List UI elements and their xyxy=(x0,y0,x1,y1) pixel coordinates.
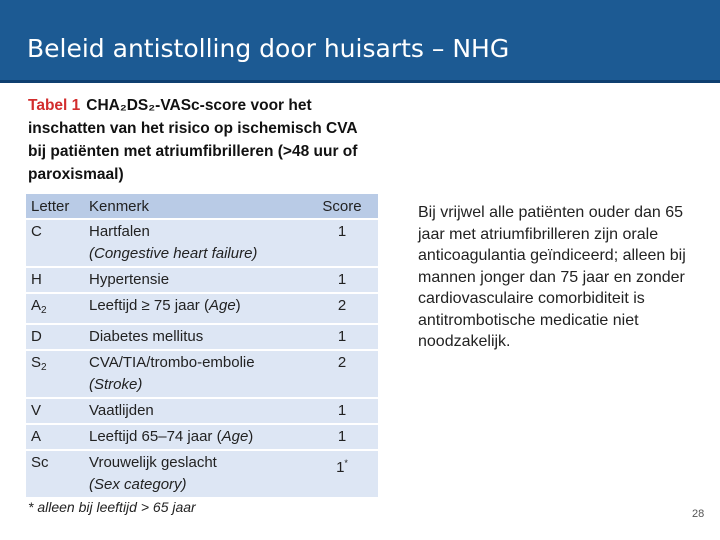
row-score: 1 xyxy=(306,219,378,267)
slide-title: Beleid antistolling door huisarts – NHG xyxy=(27,34,510,63)
row-kenmerk: Leeftijd ≥ 75 jaar (Age) xyxy=(84,293,306,324)
explanation-text: Bij vrijwel alle patiënten ouder dan 65 jaar met atriumfibrilleren zijn orale anticoagulantia geïndiceerd; alleen bij mannen jonger dan 75 jaar en zonder cardiovasculaire comorbiditeit is antitrombotische medicatie niet noodzakelijk. xyxy=(418,204,686,350)
table-row xyxy=(26,350,378,398)
row-score: 1 xyxy=(306,324,378,350)
row-score: 1 xyxy=(306,424,378,450)
header-kenmerk: Kenmerk xyxy=(84,194,306,219)
table-row xyxy=(26,267,378,293)
row-letter: D xyxy=(26,324,84,350)
table-row xyxy=(26,398,378,424)
row-letter: A xyxy=(26,424,84,450)
title-divider xyxy=(0,80,720,83)
footnote-marker: * xyxy=(344,458,348,468)
row-letter: C xyxy=(26,219,84,267)
row-kenmerk: Vaatlijden xyxy=(84,398,306,424)
row-kenmerk: Leeftijd 65–74 jaar (Age) xyxy=(84,424,306,450)
row-letter: Sc xyxy=(26,450,84,498)
header-letter: Letter xyxy=(26,194,84,219)
row-kenmerk xyxy=(84,219,306,267)
table-row xyxy=(26,324,378,350)
row-score: 1* xyxy=(306,450,378,498)
kenmerk-text: Vrouwelijk geslacht xyxy=(89,454,217,471)
row-letter: $S_2$ xyxy=(26,350,84,398)
row-score: 2 xyxy=(306,350,378,398)
kenmerk-text: Hartfalen xyxy=(89,223,150,240)
table-caption xyxy=(28,94,368,186)
row-letter: $A_2$ xyxy=(26,293,84,324)
table-caption-text: CHA₂DS₂-VASc-score voor het inschatten van het risico op ischemisch CVA bij patiënten met atriumfibrilleren (>48 uur of paroxismaal) xyxy=(28,97,358,183)
row-kenmerk xyxy=(84,350,306,398)
cha2ds2-vasc-table xyxy=(26,194,378,499)
title-bar xyxy=(0,0,720,80)
header-score: Score xyxy=(306,194,378,219)
table-row xyxy=(26,450,378,498)
row-score: 2 xyxy=(306,293,378,324)
row-kenmerk xyxy=(84,450,306,498)
row-letter: H xyxy=(26,267,84,293)
kenmerk-english: (Stroke) xyxy=(89,376,143,393)
kenmerk-text: CVA/TIA/trombo-embolie xyxy=(89,354,255,371)
letter-subscript: 2 xyxy=(41,305,47,316)
table-header-row xyxy=(26,194,378,219)
row-score: 1 xyxy=(306,267,378,293)
row-letter: V xyxy=(26,398,84,424)
table-row xyxy=(26,424,378,450)
table-row xyxy=(26,219,378,267)
kenmerk-english: (Congestive heart failure) xyxy=(89,245,258,262)
row-kenmerk: Hypertensie xyxy=(84,267,306,293)
table-label: Tabel 1 xyxy=(28,97,81,114)
row-kenmerk: Diabetes mellitus xyxy=(84,324,306,350)
row-score: 1 xyxy=(306,398,378,424)
kenmerk-english: (Sex category) xyxy=(89,476,187,493)
page-number: 28 xyxy=(692,508,705,520)
table-footnote: * alleen bij leeftijd > 65 jaar xyxy=(28,499,196,515)
table-row xyxy=(26,293,378,324)
letter-subscript: 2 xyxy=(41,362,47,373)
